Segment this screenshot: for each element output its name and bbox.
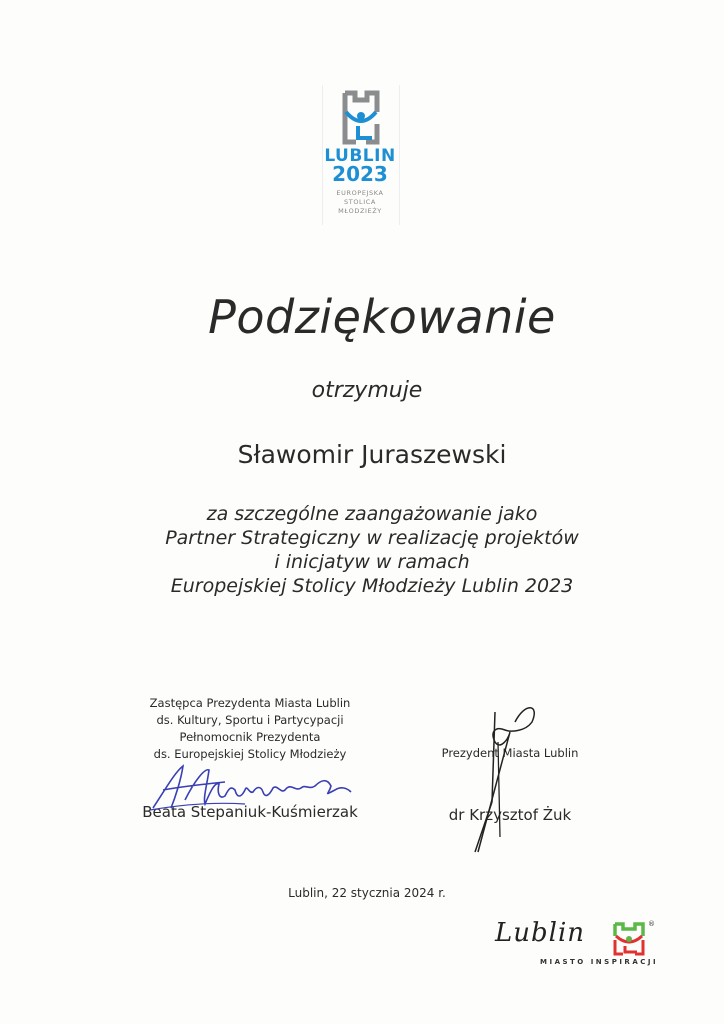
logo-year: 2023 (332, 162, 388, 186)
logo-city: LUBLIN (324, 146, 396, 166)
handwritten-signature-right (470, 702, 545, 857)
reason-text (0, 502, 724, 598)
logo-subtitle-line: MŁODZIEŻY (338, 207, 382, 215)
logo-subtitle-line: EUROPEJSKA (336, 189, 384, 197)
reason-line: za szczególne zaangażowanie jako (206, 503, 538, 525)
logo-subtitle-line: STOLICA (344, 198, 376, 206)
lublin-2023-logo (322, 85, 398, 225)
signatory-role-line: Pełnomocnik Prezydenta (179, 730, 321, 744)
lublin-wordmark: Lublin (495, 918, 586, 948)
signatory-role-line: ds. Kultury, Sportu i Partycypacji (156, 713, 344, 727)
signatory-name: dr Krzysztof Żuk (448, 806, 572, 824)
signatory-role-line: Prezydent Miasta Lublin (441, 746, 579, 760)
registered-mark: ® (648, 920, 655, 928)
receives-text: otrzymuje (311, 378, 423, 403)
signatory-role-line: Zastępca Prezydenta Miasta Lublin (149, 696, 351, 710)
reason-line: Europejskiej Stolicy Młodzieży Lublin 2023 (170, 575, 574, 597)
signatory-name: Beata Stepaniuk-Kuśmierzak (142, 803, 358, 821)
handwritten-signature-left (145, 760, 360, 815)
certificate-title: Podziękowanie (208, 290, 556, 344)
reason-line: Partner Strategiczny w realizację projektów (165, 527, 579, 549)
reason-line: i inicjatyw w ramach (274, 551, 470, 573)
logo-tagline: MIASTO INSPIRACJI (540, 958, 659, 966)
eye-castle-icon (342, 90, 380, 146)
issue-date: Lublin, 22 stycznia 2024 r. (288, 886, 446, 900)
recipient-name: Sławomir Juraszewski (237, 440, 507, 469)
signatory-role-line: ds. Europejskiej Stolicy Młodzieży (153, 747, 347, 761)
eye-castle-icon (613, 922, 645, 956)
lublin-city-logo (495, 918, 665, 973)
